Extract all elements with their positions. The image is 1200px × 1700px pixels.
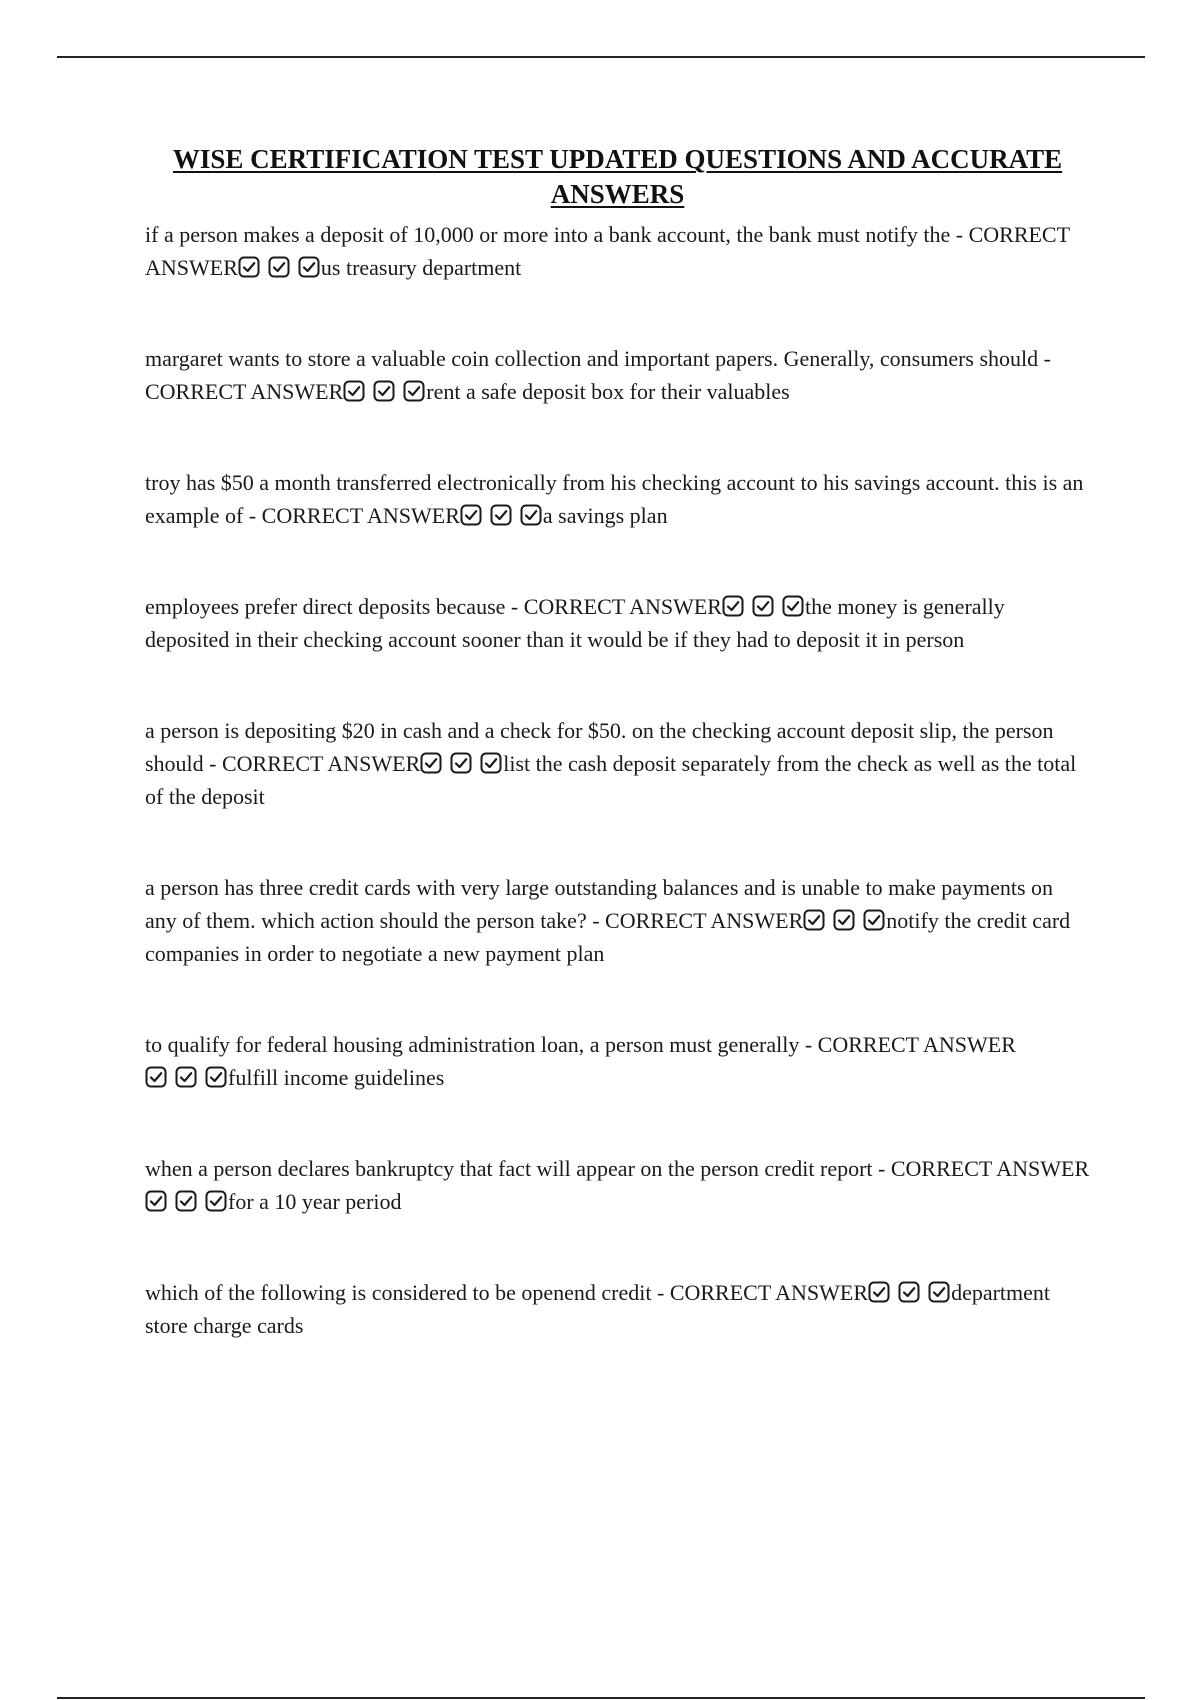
answer-text: department store charge cards <box>145 1280 1051 1338</box>
checkbox-check-icon <box>752 595 774 617</box>
checkbox-check-icon <box>460 504 482 526</box>
question-text: a person is depositing $20 in cash and a check for $50. on the checking account deposit slip, the person should - <box>145 718 1054 776</box>
answer-marker: CORRECT ANSWER <box>890 1156 1090 1181</box>
question-text: if a person makes a deposit of 10,000 or more into a bank account, the bank must notify the - <box>145 222 969 247</box>
checkbox-check-icon <box>520 504 542 526</box>
answer-text: list the cash deposit separately from the check as well as the total of the deposit <box>145 751 1077 809</box>
question-text: employees prefer direct deposits because - <box>145 594 524 619</box>
check-marks <box>868 1280 951 1305</box>
checkbox-check-icon <box>268 256 290 278</box>
qa-item <box>145 1152 1090 1218</box>
qa-item <box>145 714 1090 813</box>
question-text: to qualify for federal housing administration loan, a person must generally - <box>145 1032 818 1057</box>
checkbox-check-icon <box>145 1066 167 1088</box>
checkbox-check-icon <box>782 595 804 617</box>
question-text: margaret wants to store a valuable coin collection and important papers. Generally, consumers should - <box>145 346 1051 371</box>
question-text: a person has three credit cards with very large outstanding balances and is unable to make payments on any of them. which action should the person take? - <box>145 875 1054 933</box>
checkbox-check-icon <box>863 909 885 931</box>
check-marks <box>803 908 886 933</box>
qa-item <box>145 466 1090 532</box>
checkbox-check-icon <box>205 1066 227 1088</box>
checkbox-check-icon <box>343 380 365 402</box>
answer-text: for a 10 year period <box>228 1189 402 1214</box>
checkbox-check-icon <box>403 380 425 402</box>
qa-item <box>145 590 1090 656</box>
checkbox-check-icon <box>803 909 825 931</box>
checkbox-check-icon <box>490 504 512 526</box>
checkbox-check-icon <box>373 380 395 402</box>
checkbox-check-icon <box>298 256 320 278</box>
answer-marker: CORRECT ANSWER <box>605 908 804 933</box>
checkbox-check-icon <box>420 752 442 774</box>
answer-text: rent a safe deposit box for their valuables <box>426 379 790 404</box>
answer-marker: CORRECT ANSWER <box>817 1032 1016 1057</box>
checkbox-check-icon <box>205 1190 227 1212</box>
document-title: WISE CERTIFICATION TEST UPDATED QUESTIONS AND ACCURATE ANSWERS <box>172 144 1063 209</box>
checkbox-check-icon <box>868 1281 890 1303</box>
check-marks <box>145 1189 228 1214</box>
qa-item <box>145 218 1090 284</box>
qa-list <box>145 218 1090 1342</box>
checkbox-check-icon <box>238 256 260 278</box>
answer-marker: CORRECT ANSWER <box>523 594 722 619</box>
checkbox-check-icon <box>175 1066 197 1088</box>
document-body <box>145 142 1090 1342</box>
answer-marker: CORRECT ANSWER <box>145 379 344 404</box>
checkbox-check-icon <box>450 752 472 774</box>
answer-text: a savings plan <box>542 503 668 528</box>
check-marks <box>420 751 503 776</box>
answer-text: us treasury department <box>320 255 522 280</box>
qa-item <box>145 871 1090 970</box>
answer-text: notify the credit card companies in order to negotiate a new payment plan <box>145 908 1071 966</box>
answer-text: fulfill income guidelines <box>228 1065 445 1090</box>
checkbox-check-icon <box>145 1190 167 1212</box>
answer-text: the money is generally deposited in their checking account sooner than it would be if they had to deposit it in person <box>145 594 1005 652</box>
check-marks <box>145 1065 228 1090</box>
checkbox-check-icon <box>928 1281 950 1303</box>
checkbox-check-icon <box>833 909 855 931</box>
question-text: troy has $50 a month transferred electronically from his checking account to his savings account. this is an example of - <box>145 470 1084 528</box>
checkbox-check-icon <box>722 595 744 617</box>
check-marks <box>460 503 543 528</box>
check-marks <box>722 594 805 619</box>
answer-marker: CORRECT ANSWER <box>145 222 1070 280</box>
check-marks <box>343 379 426 404</box>
qa-item <box>145 1028 1090 1094</box>
header-rule <box>57 56 1145 58</box>
answer-marker: CORRECT ANSWER <box>261 503 460 528</box>
check-marks <box>238 255 321 280</box>
checkbox-check-icon <box>175 1190 197 1212</box>
footer-rule <box>57 1697 1145 1699</box>
qa-item <box>145 1276 1090 1342</box>
question-text: which of the following is considered to be openend credit - <box>145 1280 670 1305</box>
question-text: when a person declares bankruptcy that fact will appear on the person credit report - <box>145 1156 891 1181</box>
checkbox-check-icon <box>898 1281 920 1303</box>
answer-marker: CORRECT ANSWER <box>222 751 421 776</box>
qa-item <box>145 342 1090 408</box>
answer-marker: CORRECT ANSWER <box>669 1280 869 1305</box>
checkbox-check-icon <box>480 752 502 774</box>
